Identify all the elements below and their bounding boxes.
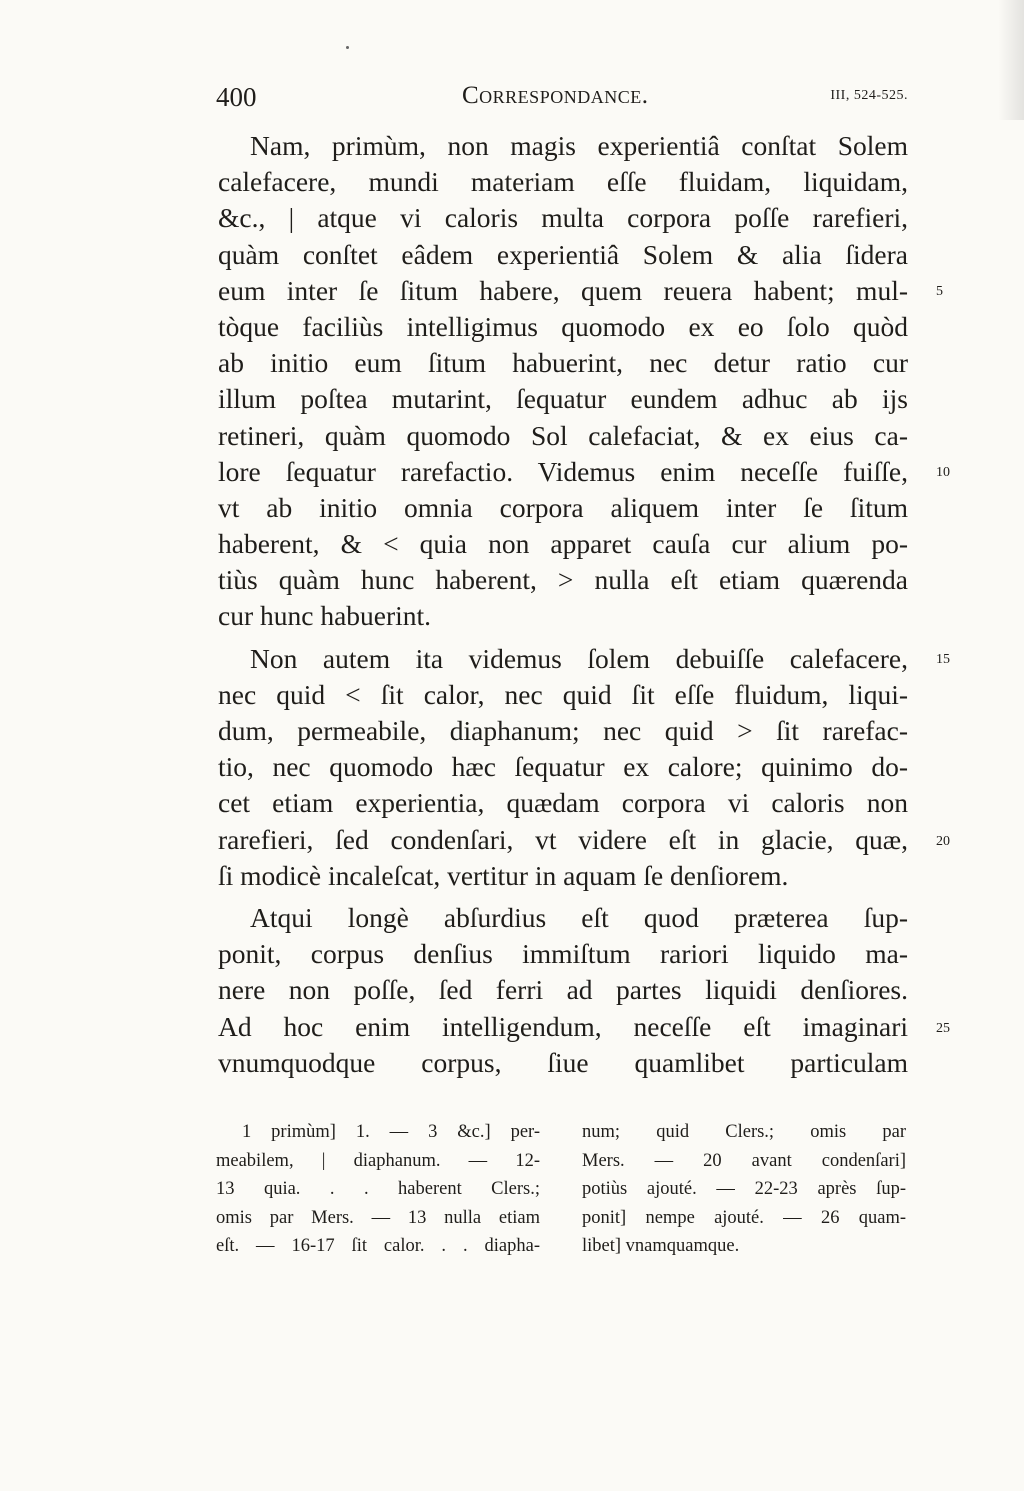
line-number: 5 [936,284,943,299]
footnote-line: libet] vnamquamque. [582,1236,740,1256]
paragraph [218,900,908,1081]
line-number: 10 [936,465,950,480]
text-line: tiùs quàm hunc haberent, > nulla eſt etiam quærenda [218,564,908,596]
text-line: rarefieri, ſed condenſari, vt videre eſt in glacie, quæ, [218,823,908,855]
text-line: Non autem ita videmus ſolem debuiſſe calefacere, [250,642,908,674]
footnote-column-left [216,1118,540,1261]
footnote-line: omis par Mers. — 13 nulla etiam [216,1207,540,1228]
text-line: retineri, quàm quomodo Sol calefaciat, & ex eius ca- [218,419,908,451]
text-line: tòque faciliùs intelligimus quomodo ex eo ſolo quòd [218,310,908,342]
footnote-line: num; quid Clers.; omis par [582,1122,906,1142]
text-line: cet etiam experientia, quædam corpora vi caloris non [218,787,908,819]
text-line: tio, nec quomodo hæc ſequatur ex calore; quinimo do- [218,751,908,783]
line-number: 25 [936,1021,950,1036]
line-number: 15 [936,652,950,667]
text-line: vt ab initio omnia corpora aliquem inter ſe ſitum [218,491,908,523]
main-text [218,128,908,1081]
text-line: vnumquodque corpus, ſiue quamlibet particulam [218,1046,908,1078]
text-line: nere non poſſe, ſed ferri ad partes liquidi denſiores. [218,974,908,1006]
footnote-line: ponit] nempe ajouté. — 26 quam- [582,1207,906,1228]
text-line: ſi modicè incaleſcat, vertitur in aquam ſe denſiorem. [218,859,789,891]
volume-reference: III, 524-525. [830,88,908,103]
text-line: nec quid < ſit calor, nec quid ſit eſſe fluidum, liqui- [218,678,908,710]
footnote-line: 1 primùm] 1. — 3 &c.] per- [242,1122,540,1142]
footnote-line: meabilem, | diaphanum. — 12- [216,1150,540,1171]
text-line: ponit, corpus denſius immiſtum rariori liquido ma- [218,938,908,970]
footnote-column-right [582,1118,906,1261]
footnote-line: eſt. — 16-17 ſit calor. . . diapha- [216,1236,540,1256]
text-line: calefacere, mundi materiam eſſe fluidam, liquidam, [218,166,908,198]
text-line: Nam, primùm, non magis experientiâ conſtat Solem [250,130,908,161]
text-line: lore ſequatur rarefactio. Videmus enim neceſſe fuiſſe, [218,455,908,487]
paragraph [218,641,908,894]
text-line: illum poſtea mutarint, ſequatur eundem adhuc ab ijs [218,383,908,415]
footnote-line: Mers. — 20 avant condenſari] [582,1150,906,1171]
text-line: haberent, & < quia non apparet cauſa cur alium po- [218,528,908,560]
running-title: Correspondance. [462,82,649,109]
page-edge-shadow [998,0,1024,120]
text-line: ab initio eum ſitum habuerint, nec detur ratio cur [218,347,908,379]
text-line: quàm conſtet eâdem experientiâ Solem & alia ſidera [218,238,908,270]
running-header [216,78,908,118]
paper-speck [346,46,349,49]
footnote-line: potiùs ajouté. — 22-23 après ſup- [582,1179,906,1199]
text-line: Atqui longè abſurdius eſt quod præterea ſup- [250,901,908,933]
text-line: &c., | atque vi caloris multa corpora poſſe rarefieri, [218,202,908,234]
paragraph [218,128,908,635]
line-number: 20 [936,834,950,849]
page-number: 400 [216,82,257,112]
text-line: dum, permeabile, diaphanum; nec quid > ſit rarefac- [218,715,908,746]
text-line: Ad hoc enim intelligendum, neceſſe eſt imaginari [218,1010,908,1042]
text-line: cur hunc habuerint. [218,600,432,632]
text-line: eum inter ſe ſitum habere, quem reuera habent; mul- [218,274,908,306]
footnote-line: 13 quia. . . haberent Clers.; [216,1179,540,1199]
